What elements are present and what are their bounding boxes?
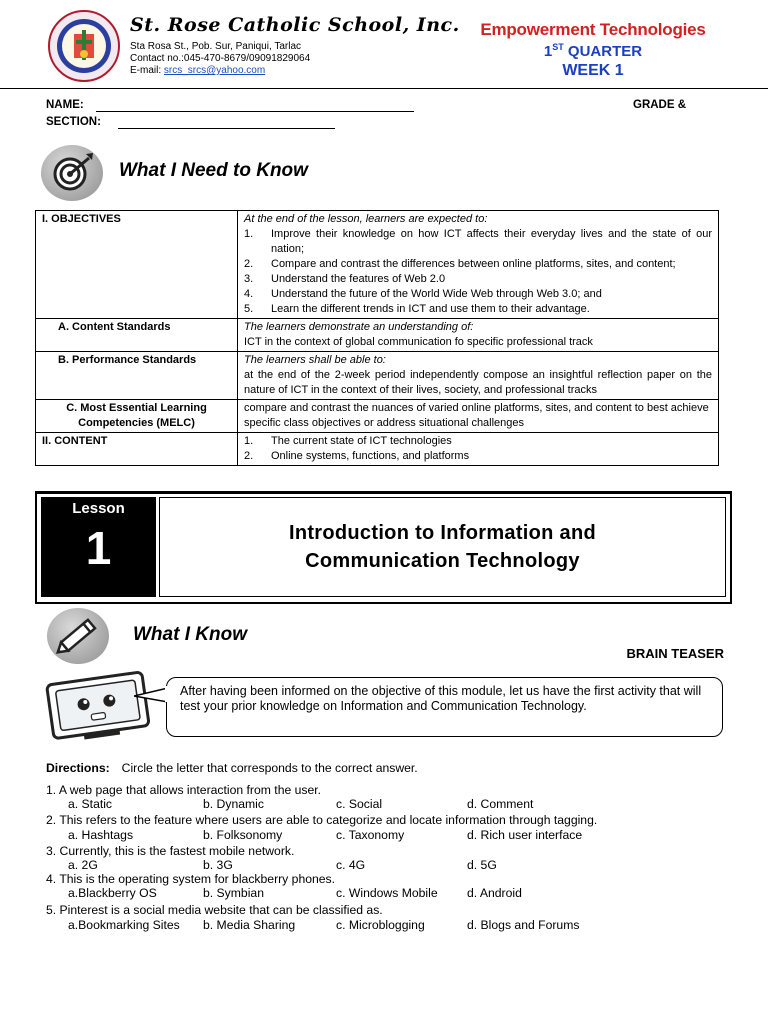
list-item: 4. Understand the future of the World Wide Web through Web 3.0; and xyxy=(244,288,602,300)
list-item: 1. The current state of ICT technologies xyxy=(244,435,452,447)
school-address: Sta Rosa St., Pob. Sur, Paniqui, Tarlac xyxy=(130,41,302,52)
list-item: 1. Improve their knowledge on how ICT affects their everyday lives and the state of our nation; xyxy=(244,228,712,255)
week-label: WEEK 1 xyxy=(562,62,624,79)
q5-choice-a[interactable]: a.Bookmarking Sites xyxy=(68,918,180,932)
q1-choice-c[interactable]: c. Social xyxy=(336,797,383,811)
subject-title: Empowerment Technologies xyxy=(480,20,706,39)
q2-choice-d[interactable]: d. Rich user interface xyxy=(467,828,583,842)
list-item: 3. Understand the features of Web 2.0 xyxy=(244,273,446,285)
q2-choice-a[interactable]: a. Hashtags xyxy=(68,828,134,842)
content-cell xyxy=(238,433,719,466)
name-field-line[interactable] xyxy=(96,111,414,112)
table-row xyxy=(36,352,719,400)
lesson-label: Lesson xyxy=(72,500,125,517)
lesson-title-box xyxy=(159,497,726,597)
table-row xyxy=(36,211,719,319)
q3-choice-c[interactable]: c. 4G xyxy=(336,858,366,872)
name-label: NAME: xyxy=(46,99,84,111)
melc-label-line2: Competencies (MELC) xyxy=(78,417,195,429)
quarter-ordinal: ST xyxy=(552,42,564,52)
lesson-title-line1: Introduction to Information and xyxy=(288,522,597,544)
table-row xyxy=(36,319,719,352)
performance-standards-cell xyxy=(238,352,719,400)
grade-label: GRADE & xyxy=(633,99,687,111)
lesson-number-box xyxy=(41,497,156,597)
objectives-cell xyxy=(238,211,719,319)
question-1: 1. A web page that allows interaction from the user. xyxy=(46,783,322,797)
school-contact-number: Contact no.:045-470-8679/09091829064 xyxy=(130,53,311,64)
brain-teaser-label: BRAIN TEASER xyxy=(626,646,724,661)
document-header xyxy=(0,0,768,88)
lesson-title-line2: Communication Technology xyxy=(305,550,580,572)
q1-choice-b[interactable]: b. Dynamic xyxy=(203,797,264,811)
list-item: 5. Learn the different trends in ICT and use them to their advantage. xyxy=(244,303,590,315)
content-label: II. CONTENT xyxy=(36,433,238,466)
directions-label: Directions: xyxy=(46,761,110,775)
section-field-line[interactable] xyxy=(118,128,335,129)
lesson-title xyxy=(289,519,596,575)
q5-choice-b[interactable]: b. Media Sharing xyxy=(203,918,296,932)
q3-choice-b[interactable]: b. 3G xyxy=(203,858,233,872)
q1-choice-a[interactable]: a. Static xyxy=(68,797,113,811)
school-name: St. Rose Catholic School, Inc. xyxy=(130,14,460,36)
section-label: SECTION: xyxy=(46,116,101,128)
email-label: E-mail: xyxy=(130,65,162,76)
melc-label xyxy=(36,400,238,433)
q4-choice-c[interactable]: c. Windows Mobile xyxy=(336,886,438,900)
content-standards-intro: The learners demonstrate an understanding of: xyxy=(244,321,474,333)
melc-label-line1: C. Most Essential Learning xyxy=(66,402,207,414)
q3-choice-a[interactable]: a. 2G xyxy=(68,858,98,872)
objectives-table xyxy=(35,210,719,466)
bubble-tail-joint xyxy=(165,686,169,702)
list-item: 2. Compare and contrast the differences between online platforms, sites, and content; xyxy=(244,258,676,270)
lesson-number: 1 xyxy=(85,522,112,574)
pencil-icon xyxy=(47,608,109,664)
school-contact-block xyxy=(130,41,310,77)
q1-choice-d[interactable]: d. Comment xyxy=(467,797,534,811)
question-5: 5. Pinterest is a social media website that can be classified as. xyxy=(46,903,383,917)
quarter-word: QUARTER xyxy=(563,43,643,60)
table-row xyxy=(36,433,719,466)
content-standards-cell xyxy=(238,319,719,352)
directions xyxy=(46,761,418,775)
question-4: 4. This is the operating system for blackberry phones. xyxy=(46,872,336,886)
q2-choice-b[interactable]: b. Folksonomy xyxy=(203,828,283,842)
school-email-line xyxy=(130,65,310,77)
objectives-intro: At the end of the lesson, learners are expected to: xyxy=(244,213,488,225)
list-item: 2. Online systems, functions, and platforms xyxy=(244,450,470,462)
target-icon xyxy=(41,145,103,201)
question-3: 3. Currently, this is the fastest mobile network. xyxy=(46,844,295,858)
header-divider xyxy=(0,88,768,89)
section-title-what-i-know: What I Know xyxy=(133,624,247,645)
objectives-label: I. OBJECTIVES xyxy=(36,211,238,319)
q5-choice-c[interactable]: c. Microblogging xyxy=(336,918,425,932)
melc-text: compare and contrast the nuances of varied online platforms, sites, and content to best achieve specific class objectives or address situational challenges xyxy=(238,400,719,433)
school-seal-logo xyxy=(48,10,120,82)
q5-choice-d[interactable]: d. Blogs and Forums xyxy=(467,918,580,932)
email-link[interactable]: srcs_srcs@yahoo.com xyxy=(163,65,266,76)
performance-standards-label: B. Performance Standards xyxy=(36,352,238,400)
q4-choice-d[interactable]: d. Android xyxy=(467,886,522,900)
performance-standards-text: at the end of the 2-week period independently compose an insightful reflection paper on the nature of ICT in the context of their lives, society, and professional tracks xyxy=(244,369,712,396)
table-row xyxy=(36,400,719,433)
computer-mascot-icon xyxy=(40,670,176,742)
section-title-need-to-know: What I Need to Know xyxy=(119,160,308,181)
q3-choice-d[interactable]: d. 5G xyxy=(467,858,497,872)
speech-bubble: After having been informed on the objective of this module, let us have the first activity that will test your prior knowledge on Information and Communication Technology. xyxy=(166,677,723,737)
quarter-label xyxy=(460,42,726,60)
performance-standards-intro: The learners shall be able to: xyxy=(244,354,386,366)
q2-choice-c[interactable]: c. Taxonomy xyxy=(336,828,405,842)
content-standards-text: ICT in the context of global communication fo specific professional track xyxy=(244,336,593,348)
directions-text: Circle the letter that corresponds to the correct answer. xyxy=(121,761,418,775)
question-2: 2. This refers to the feature where users are able to categorize and locate information through tagging. xyxy=(46,813,598,827)
q4-choice-a[interactable]: a.Blackberry OS xyxy=(68,886,157,900)
speech-bubble-tail xyxy=(134,686,168,706)
content-standards-label: A. Content Standards xyxy=(36,319,238,352)
quarter-number: 1 xyxy=(543,43,553,60)
q4-choice-b[interactable]: b. Symbian xyxy=(203,886,264,900)
